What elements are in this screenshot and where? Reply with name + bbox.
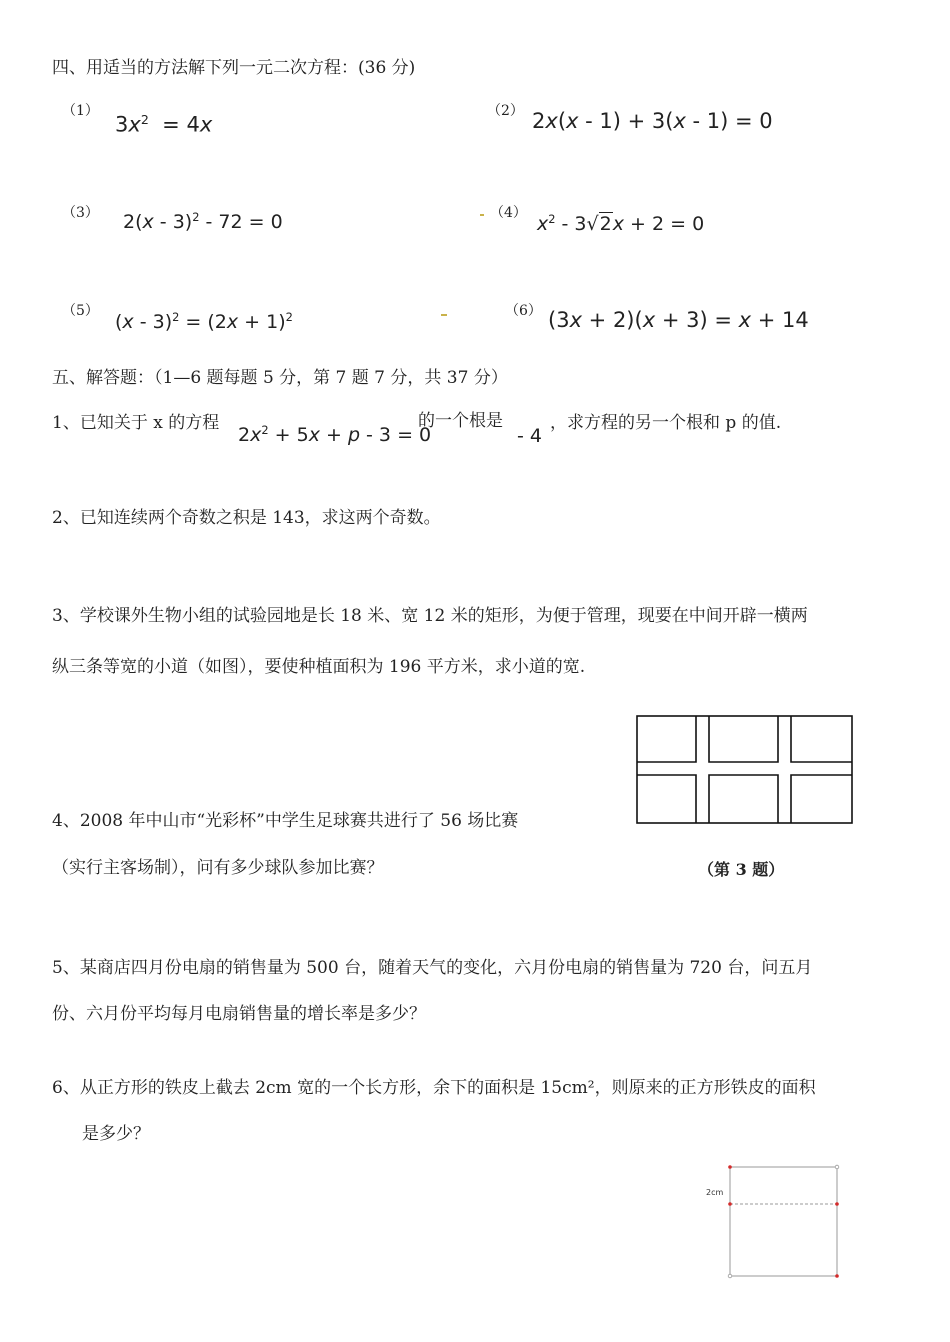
plot-bottom-left <box>637 775 696 823</box>
plot-bottom-middle <box>709 775 778 823</box>
figure-6-square <box>700 1160 845 1282</box>
q5-line1: 5、某商店四月份电扇的销售量为 500 台，随着天气的变化，六月份电扇的销售量为 720 台，问五月 <box>52 958 813 978</box>
vertex-point <box>835 1165 839 1169</box>
vertex-point <box>728 1274 732 1278</box>
q6-line2: 是多少？ <box>82 1124 150 1144</box>
eq-2: 2x(x - 1) + 3(x - 1) = 0 <box>532 109 773 133</box>
eq-3-label: （3） <box>62 205 99 221</box>
eq-2-label: （2） <box>487 103 524 119</box>
q2-text: 2、已知连续两个奇数之积是 143，求这两个奇数。 <box>52 508 441 528</box>
sqrt-symbol: √ <box>586 212 599 235</box>
vertex-point <box>835 1202 839 1206</box>
section-4-heading: 四、用适当的方法解下列一元二次方程：(36 分) <box>52 58 416 78</box>
eq-6-label: （6） <box>505 303 542 319</box>
eq-6: (3x + 2)(x + 3) = x + 14 <box>548 308 809 332</box>
vertex-point <box>835 1274 839 1278</box>
q3-line1: 3、学校课外生物小组的试验园地是长 18 米、宽 12 米的矩形，为便于管理，现要在中间开辟一横两 <box>52 606 808 626</box>
eq-1-label: （1） <box>62 103 99 119</box>
plot-bottom-right <box>791 775 852 823</box>
q4-line2: （实行主客场制），问有多少球队参加比赛？ <box>52 858 384 878</box>
plot-top-left <box>637 716 696 762</box>
eq-1: $3x^2 = 4x$ <box>115 112 213 137</box>
q6-line1: 6、从正方形的铁皮上截去 2cm 宽的一个长方形，余下的面积是 15cm²，则原来的正方形铁皮的面积 <box>52 1078 816 1098</box>
vertex-point <box>728 1165 732 1169</box>
plot-top-right <box>791 716 852 762</box>
q4-line1: 4、2008 年中山市“光彩杯”中学生足球赛共进行了 56 场比赛 <box>52 811 519 831</box>
q1-root: - 4 <box>517 425 542 447</box>
eq-4: $x^2 - 3√2x + 2 = 0$ <box>537 212 705 235</box>
stray-mark <box>480 214 484 216</box>
eq-5-label: （5） <box>62 303 99 319</box>
q1-prefix: 1、已知关于 x 的方程 <box>52 413 220 433</box>
stray-mark <box>441 314 447 316</box>
q1-suffix: ，求方程的另一个根和 p 的值. <box>550 413 782 433</box>
figure-3-garden <box>632 712 857 827</box>
section-5-heading: 五、解答题：（1—6 题每题 5 分，第 7 题 7 分，共 37 分） <box>52 368 508 388</box>
q1-middle: 的一个根是 <box>418 411 503 431</box>
eq-5: $(x - 3)^2 = (2x + 1)^2$ <box>115 310 293 333</box>
figure-6-label: 2cm <box>706 1188 724 1197</box>
garden-outline <box>637 716 852 823</box>
eq-3: 2(x - 3)$^2$ - 72 = 0 <box>123 210 283 233</box>
q5-line2: 份、六月份平均每月电扇销售量的增长率是多少？ <box>52 1004 426 1024</box>
q1-equation: $2x^2 + 5x + p - 3 = 0$ <box>238 423 432 446</box>
vertex-point <box>728 1202 732 1206</box>
q3-line2: 纵三条等宽的小道（如图），要使种植面积为 196 平方米，求小道的宽. <box>52 657 586 677</box>
plot-top-middle <box>709 716 778 762</box>
figure-3-caption: （第 3 题） <box>698 860 785 879</box>
eq-4-label: （4） <box>490 205 527 221</box>
